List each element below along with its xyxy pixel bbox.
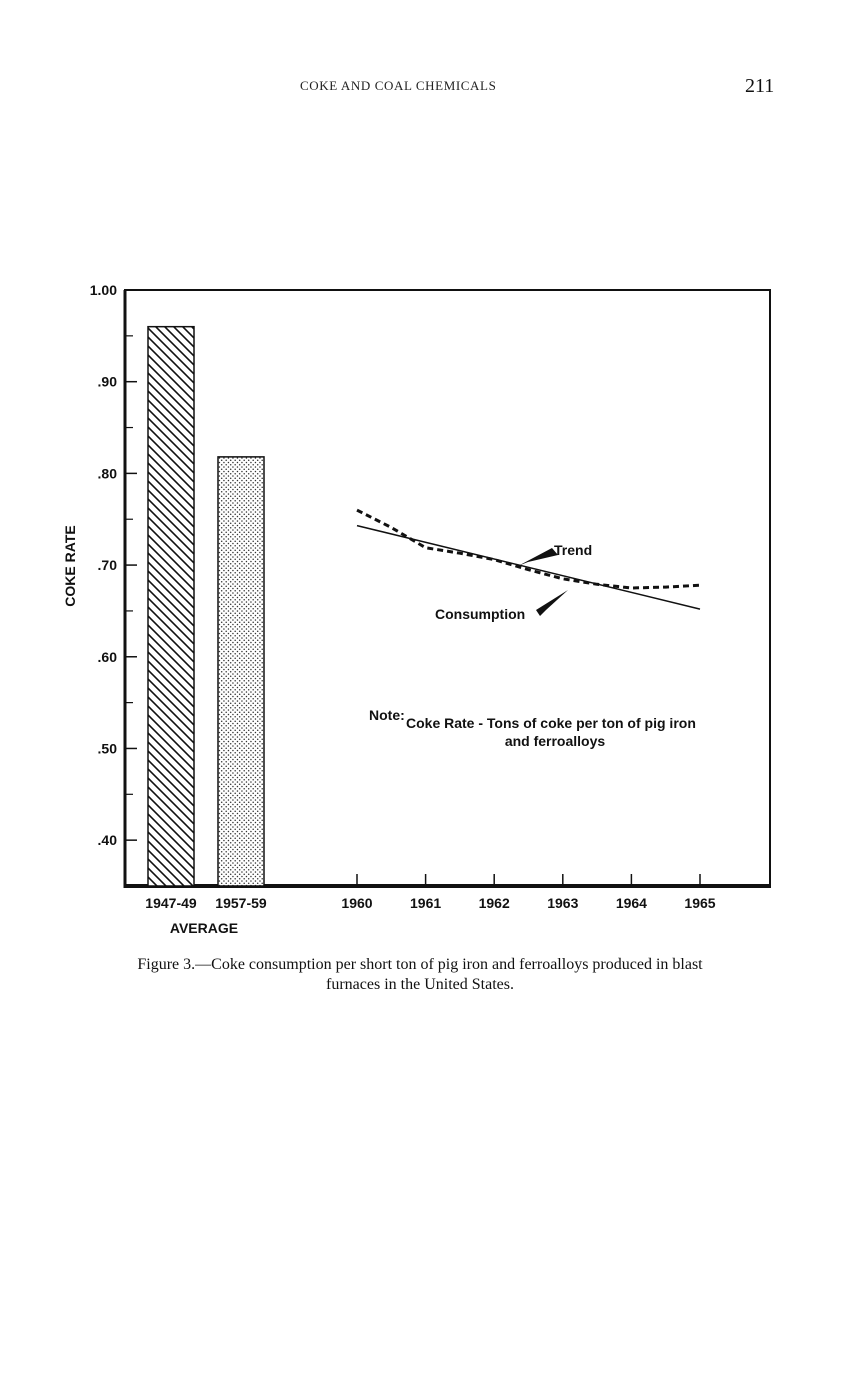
y-axis-ticks [90, 282, 137, 848]
note-line-1: Coke Rate - Tons of coke per ton of pig iron [406, 715, 696, 731]
y-tick-label: .40 [97, 832, 117, 849]
trend-arrow-icon [518, 548, 558, 566]
x-tick-label: 1961 [410, 895, 442, 911]
page-number: 211 [745, 75, 775, 97]
x-tick-label: 1965 [684, 895, 716, 911]
caption-line-1: Figure 3.—Coke consumption per short ton of pig iron and ferroalloys produced in blast [137, 956, 703, 973]
trend-label: Trend [554, 542, 593, 558]
y-tick-label: .80 [97, 465, 117, 482]
x-axis-ticks [341, 874, 715, 911]
caption-line-2: furnaces in the United States. [326, 976, 514, 993]
note-label: Note: [369, 707, 405, 723]
y-tick-label: .90 [97, 373, 117, 390]
x-tick-label: 1960 [341, 895, 373, 911]
y-axis-label: COKE RATE [62, 525, 78, 607]
consumption-arrow-icon [536, 590, 568, 616]
y-tick-label: .70 [97, 557, 117, 574]
figure-caption [60, 955, 780, 995]
trend-line [357, 526, 700, 610]
x-tick-label: 1963 [547, 895, 579, 911]
bar-1957-59 [218, 457, 264, 886]
x-tick-label: 1964 [615, 895, 647, 911]
consumption-label: Consumption [435, 606, 526, 622]
y-tick-label: 1.00 [89, 282, 117, 298]
consumption-line [357, 510, 700, 588]
bar-group-label: AVERAGE [169, 920, 239, 936]
bar-category-label: 1947-49 [145, 895, 197, 911]
x-tick-label: 1962 [478, 895, 510, 911]
note-line-2: and ferroalloys [504, 733, 606, 749]
y-tick-label: .60 [97, 648, 117, 665]
running-head-title: COKE AND COAL CHEMICALS [300, 78, 497, 93]
y-tick-label: .50 [97, 740, 117, 757]
bar-1947-49 [148, 327, 194, 886]
bar-category-label: 1957-59 [215, 895, 267, 911]
bars [145, 327, 267, 911]
series-lines [357, 510, 700, 609]
